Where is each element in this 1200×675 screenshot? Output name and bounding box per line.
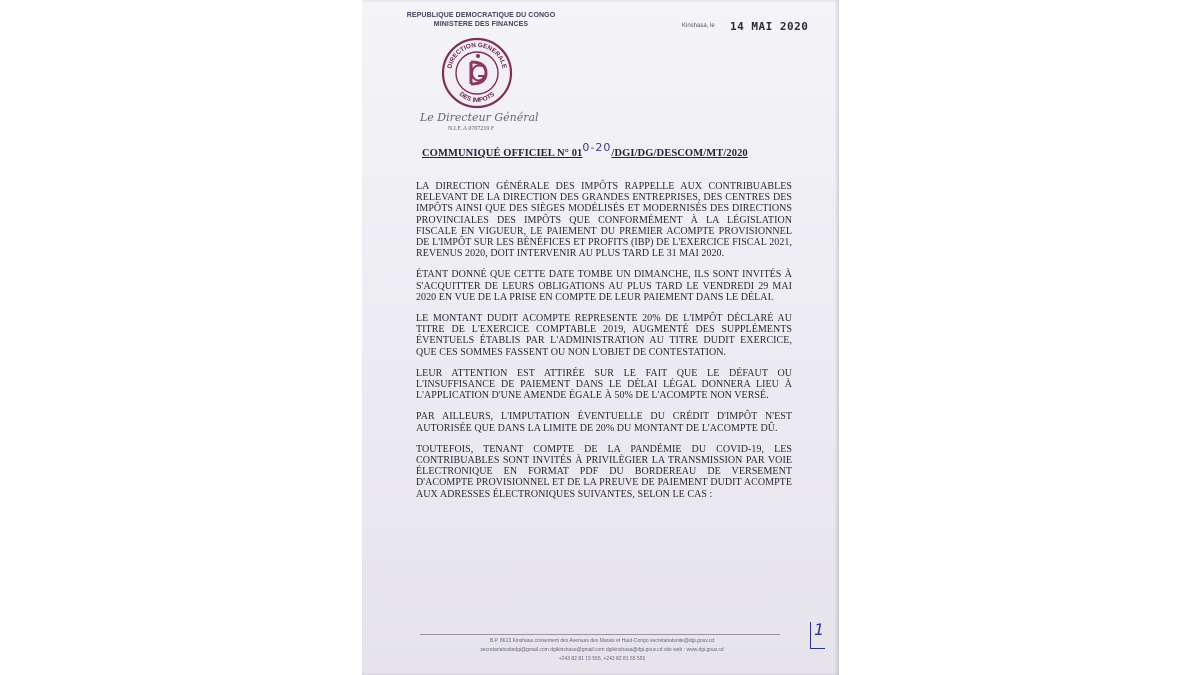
communique-title [422,141,748,159]
country-name: REPUBLIQUE DEMOCRATIQUE DU CONGO [406,12,556,19]
director-signature-title: Le Directeur Général [420,111,539,124]
communique-reference: /DGI/DG/DESCOM/MT/2020 [611,148,748,159]
page-number-text: 1 [814,620,825,639]
seal-top-text: DIRECTION GENERALE [446,41,508,70]
communique-body [416,181,792,510]
footer-phones: +243 82 81 15 555, +243 82 81 55 555 [558,656,646,662]
footer-emails: secretariatcoitedgi@gmail.com dgikinshasa@gmail.com dgikinshasa@dgi.gouv.cd site web : www.dgi.gouv.cd [480,647,724,653]
nif-number: N.I.F. A 0707219 F [448,126,495,132]
ministry-name: MINISTERE DES FINANCES [433,21,529,28]
handwritten-number: 0-20 [582,141,612,154]
footer-contact [412,637,792,664]
letterhead [396,11,566,29]
handwritten-page-number [814,620,824,639]
paragraph: LE MONTANT DUDIT ACOMPTE REPRESENTE 20% DE L'IMPÔT DÉCLARÉ AU TITRE DE L'EXERCICE COMPTABLE 2019, AUGMENTÉ DES SUPPLÉMENTS ÉVENTUELS ÉTABLIS PAR L'ADMINISTRATION AU TITRE DUDIT EXERCICE, QUE CES SOMMES FASSENT OU NON L'OBJET DE CONTESTATION. [416,313,792,358]
document-photo [362,0,839,675]
communique-label: COMMUNIQUÉ OFFICIEL N° 01 [422,148,583,159]
date-stamp: 14 MAI 2020 [730,20,809,33]
paragraph: LEUR ATTENTION EST ATTIRÉE SUR LE FAIT QUE LE DÉFAUT OU L'INSUFFISANCE DE PAIEMENT DANS LE DÉLAI LÉGAL DONNERA LIEU À L'APPLICATION D'UNE AMENDE ÉGALE À 50% DE L'ACOMPTE NON VERSÉ. [416,367,792,402]
paragraph: PAR AILLEURS, L'IMPUTATION ÉVENTUELLE DU CRÉDIT D'IMPÔT N'EST AUTORISÉE QUE DANS LA LIMITE DE 20% DU MONTANT DE L'ACOMPTE DÛ. [416,411,792,434]
dgi-seal-logo [440,36,514,110]
paragraph: ÉTANT DONNÉ QUE CETTE DATE TOMBE UN DIMANCHE, ILS SONT INVITÉS À S'ACQUITTER DE LEURS OBLIGATIONS AU PLUS TARD LE VENDREDI 29 MAI 2020 EN VUE DE LA PRISE EN COMPTE DE LEUR PAIEMENT DANS LE DÉLAI. [416,269,792,303]
footer-address: B.P. 8613 Kinshasa croisement des Avenues des Marais et Haut-Congo secretariatsoite@dgi.gouv.cd [489,638,715,644]
seal-bottom-text: DES IMPOTS [457,90,497,105]
date-place-label: Kinshasa, le [682,23,715,29]
page-number-mark [810,622,825,649]
document-page [362,0,839,675]
paragraph: LA DIRECTION GÉNÉRALE DES IMPÔTS RAPPELLE AUX CONTRIBUABLES RELEVANT DE LA DIRECTION DES GRANDES ENTREPRISES, DES CENTRES DES IMPÔTS AINSI QUE DES SIÈGES MODÉLISÉS ET MODERNISÉS DES DIRECTIONS PROVINCIALES DES IMPÔTS QUE CONFORMÉMENT À LA LÉGISLATION FISCALE EN VIGUEUR, LE PAIEMENT DU PREMIER ACOMPTE PROVISIONNEL DE L'IMPÔT SUR LES BÉNÉFICES ET PROFITS (IBP) DE L'EXERCICE FISCAL 2021, REVENUS 2020, DOIT INTERVENIR AU PLUS TARD LE 31 MAI 2020. [416,181,792,260]
footer-divider [420,634,780,635]
paragraph: TOUTEFOIS, TENANT COMPTE DE LA PANDÉMIE DU COVID-19, LES CONTRIBUABLES SONT INVITÉS À PRIVILÉGIER LA TRANSMISSION PAR VOIE ÉLECTRONIQUE EN FORMAT PDF DU BORDEREAU DE VERSEMENT D'ACOMPTE PROVISIONNEL ET DE LA PREUVE DE PAIEMENT DUDIT ACOMPTE AUX ADRESSES ÉLECTRONIQUES SUIVANTES, SELON LE CAS : [416,443,792,500]
